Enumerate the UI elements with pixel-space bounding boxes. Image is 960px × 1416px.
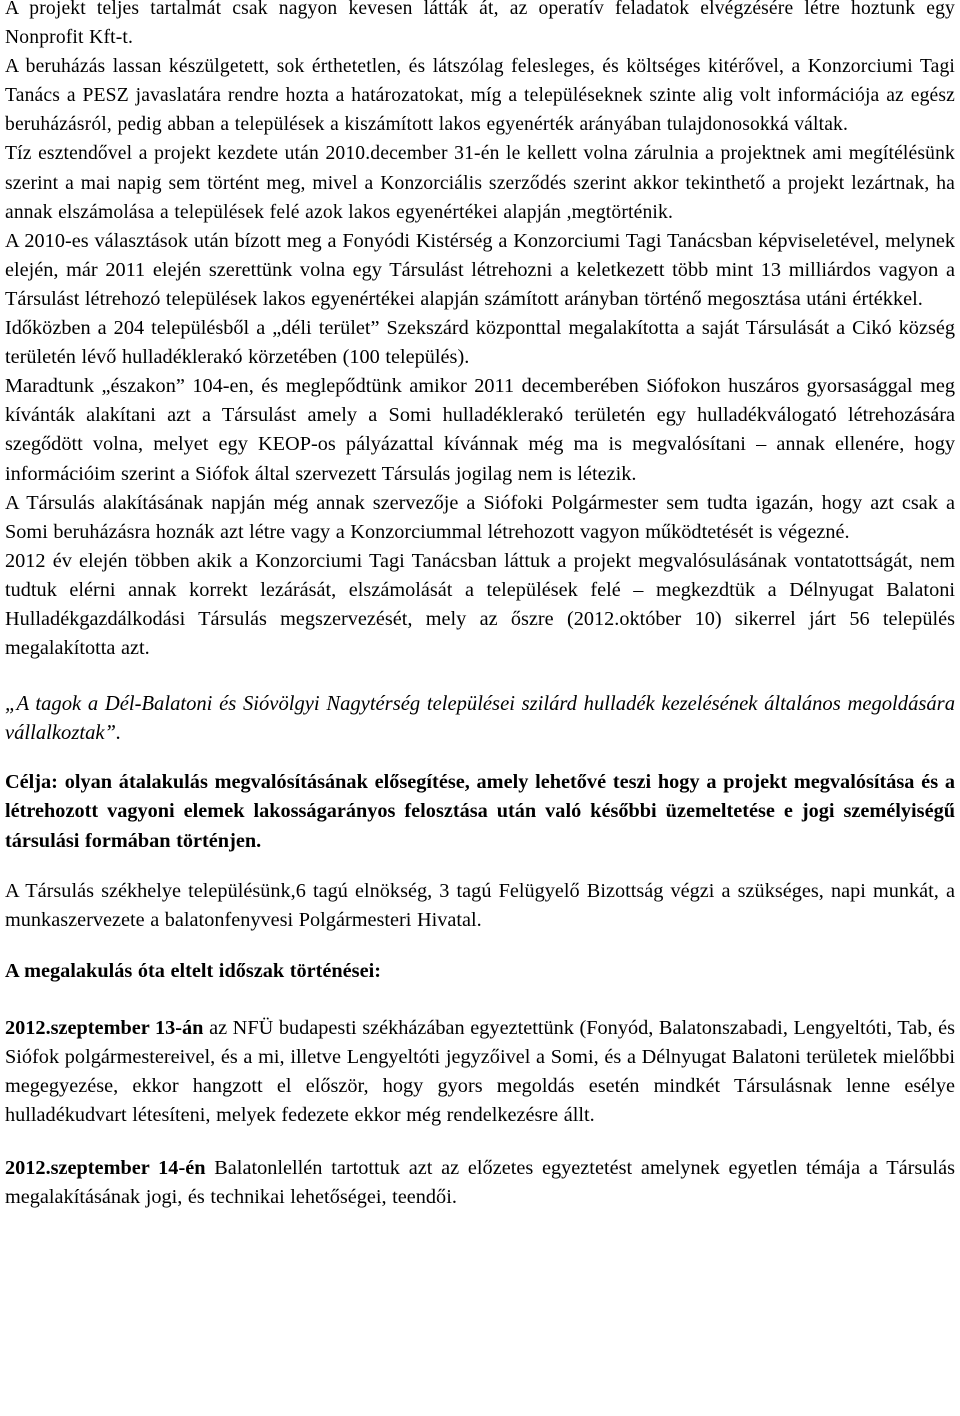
paragraph-idokozben: Időközben a 204 településből a „déli terület” Szekszárd központtal megalakította a saját Társulását a Cikó község területén lévő hulladéklerakó körzetében (100 település). <box>5 317 955 369</box>
date-szeptember-13: 2012.szeptember 13-án <box>5 1016 204 1039</box>
paragraph-beruhazas: A beruházás lassan készülgetett, sok érthetetlen, és látszólag felesleges, és költséges kitérővel, a Konzorciumi Tagi Tanács a PESZ javaslatára rendre hozta a határozatokat, míg a településeknek szinte alig volt információja az egész beruházásról, pedig abban a települések a kiszámított lakos egyenérték arányában tulajdonosokká váltak. <box>5 56 955 136</box>
paragraph-szekhely: A Társulás székhelye településünk,6 tagú elnökség, 3 tagú Felügyelő Bizottság végzi a szükséges, napi munkát, a munkaszervezete a balatonfenyvesi Polgármesteri Hivatal. <box>5 879 955 931</box>
paragraph-celja: Célja: olyan átalakulás megvalósításának elősegítése, amely lehetővé teszi hogy a projekt megvalósítása és a létrehozott vagyoni elemek lakosságarányos felosztása után való későbbi üzemeltetése e jogi személyiségű társulási formában történjen. <box>5 771 955 852</box>
quote-tagok: „A tagok a Dél-Balatoni és Sióvölgyi Nagytérség települései szilárd hulladék kezelésének általános megoldására vállalkoztak”. <box>5 693 955 745</box>
document-page <box>5 0 955 1212</box>
paragraph-valasztasok: A 2010-es választások után bízott meg a Fonyódi Kistérség a Konzorciumi Tagi Tanácsban képviseletével, melynek elején, már 2011 elején szerettünk volna egy Társulást létrehozni a keletkezett több mint 13 milliárdos vagyon a Társulást létrehozó települések lakos egyenértékei alapján számított arányban történő megosztása utáni értékkel. <box>5 229 955 310</box>
paragraph-tiz-esztendo: Tíz esztendővel a projekt kezdete után 2010.december 31-én le kellett volna zárulnia a projektnek ami megítélésünk szerint a mai napig sem történt meg, mivel a Konzorciális szerződés szerint akkor tekinthető a projekt lezártnak, ha annak elszámolása a települések felé azok lakos egyenértékei alapján ,megtörténik. <box>5 143 955 223</box>
text-szeptember-14: Balatonlellén tartottuk azt az előzetes egyeztetést amelynek egyetlen témája a Társulás megalakításának jogi, és technikai lehetőségei, teendői. <box>5 1157 955 1209</box>
paragraph-2012-ev-eleje: 2012 év elején többen akik a Konzorciumi Tagi Tanácsban láttuk a projekt megvalósulásának vontatottságát, nem tudtuk elérni annak korrekt lezárását, elszámolását a települések felé – megkezdtük a Délnyugat Balatoni Hulladékgazdálkodási Társulás megszervezését, mely az őszre (2012.október 10) sikerrel járt 56 település megalakította azt. <box>5 549 955 660</box>
paragraph-maradtunk: Maradtunk „északon” 104-en, és meglepődtünk amikor 2011 decemberében Siófokon huszáros gyorsasággal meg kívánták alakítani azt a Társulást amely a Somi hulladéklerakó területén egy hulladékválogató létrehozására szegődött volna, melyet egy KEOP-os pályázattal kívánnak még ma is megvalósítani – annak ellenére, hogy információim szerint a Siófok által szervezett Társulás jogilag nem is létezik. <box>5 375 955 485</box>
text-szeptember-13: az NFÜ budapesti székházában egyeztettünk (Fonyód, Balatonszabadi, Lengyeltóti, Tab, és Siófok polgármestereivel, és a mi, illetve Lengyeltóti jegyzőivel a Somi, és a Délnyugat Balatoni területek mielőbbi megegyezése, ekkor hangzott el először, hogy gyors megoldás esetén mindkét Társulásnak lenne esélye hulladékudvart létesíteni, melyek fedezete ekkor még rendelkezésre állt. <box>5 1016 956 1127</box>
paragraph-intro: A projekt teljes tartalmát csak nagyon kevesen látták át, az operatív feladatok elvégzésére létre hoztunk egy Nonprofit Kft-t. <box>5 0 955 49</box>
paragraph-tarsulas-alakitas: A Társulás alakításának napján még annak szervezője a Siófoki Polgármester sem tudta igazán, hogy azt csak a Somi beruházásra hoznák azt létre vagy a Konzorciummal létrehozott vagyon működtetését is végezné. <box>5 491 955 543</box>
section-heading: A megalakulás óta eltelt időszak történései: <box>5 959 381 982</box>
date-szeptember-14: 2012.szeptember 14-én <box>5 1157 206 1180</box>
paragraph-szeptember-14 <box>5 1154 955 1212</box>
paragraph-szeptember-13 <box>5 1014 955 1130</box>
